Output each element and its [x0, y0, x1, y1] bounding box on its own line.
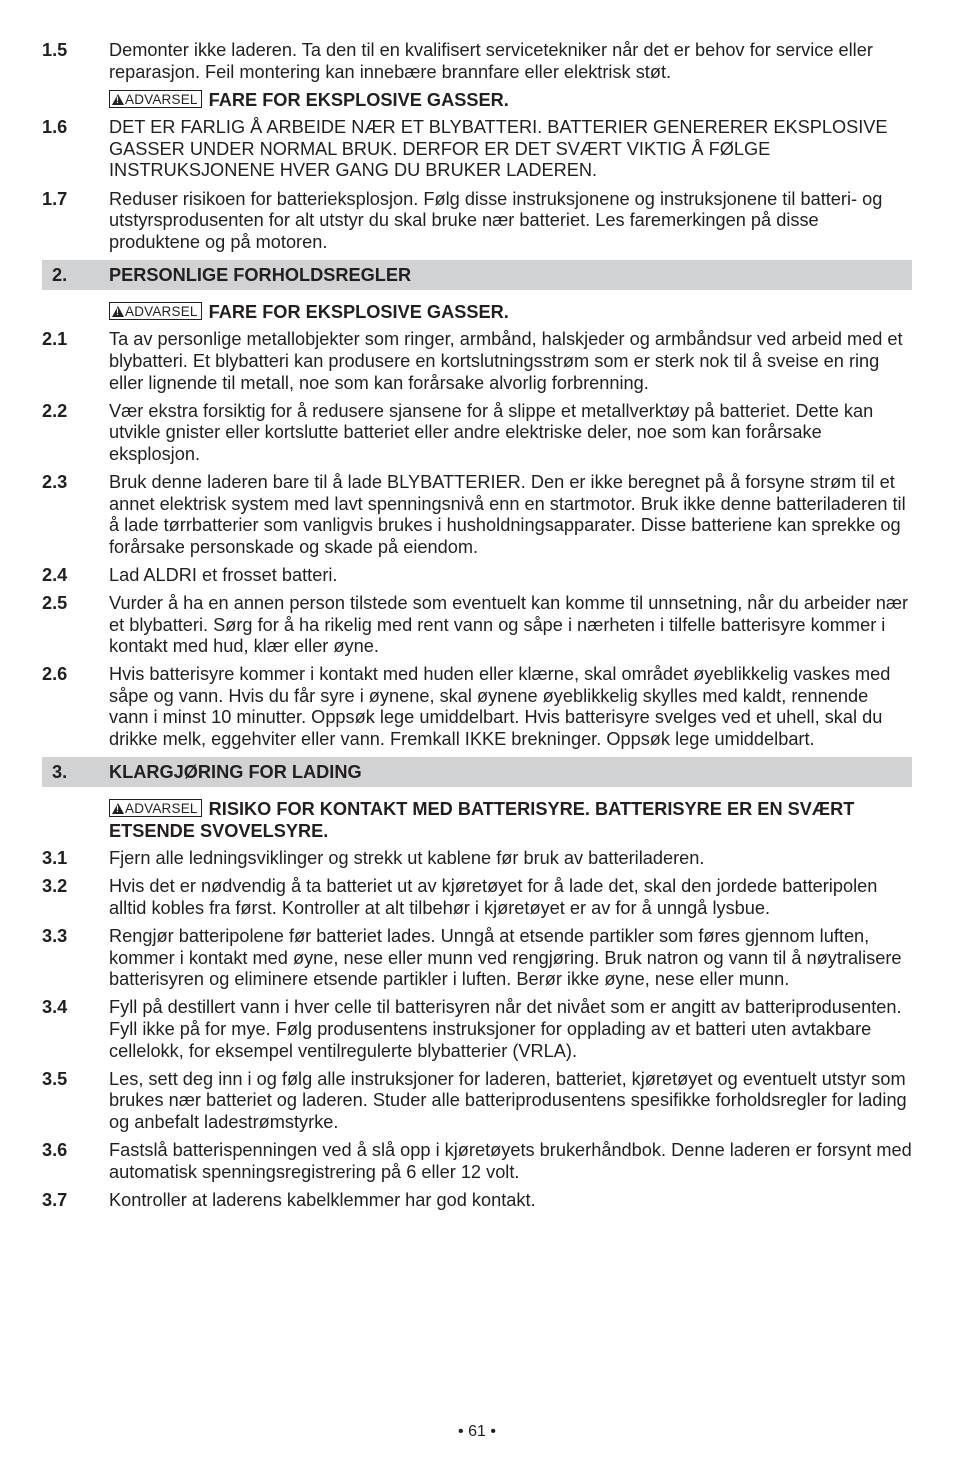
items-1-group: [42, 40, 912, 83]
list-item: [42, 876, 912, 919]
section-number: 2.: [52, 264, 68, 285]
document-body: [42, 40, 912, 1218]
warning-badge: !ADVARSEL: [109, 302, 202, 320]
item-text: Reduser risikoen for batterieksplosjon. Følg disse instruksjonene og instruksjonene til batteri- og utstyrsprodusenten for alt utstyr du skal bruke nær batteriet. Les faremerkingen på disse produktene og på motoren.: [109, 188, 883, 252]
list-item: [42, 40, 912, 83]
warning-text: FARE FOR EKSPLOSIVE GASSER.: [208, 89, 509, 110]
warning-badge: !ADVARSEL: [109, 799, 202, 817]
item-number: 3.7: [42, 1189, 68, 1210]
item-number: 1.7: [42, 188, 68, 209]
items-1b-group: [42, 117, 912, 253]
item-text: Vurder å ha en annen person tilstede som eventuelt kan komme til unnsetning, når du arbeider nær et blybatteri. Sørg for å ha rikelig med rent vann og såpe i nærheten i tilfelle batterisyre kommer i kontakt med hud, klær eller øyne.: [109, 592, 909, 657]
list-item: [42, 401, 912, 466]
item-number: 1.5: [42, 40, 68, 60]
list-item: [42, 1069, 912, 1134]
item-text: Bruk denne laderen bare til å lade BLYBATTERIER. Den er ikke beregnet på å forsyne strøm til et annet elektrisk system med lavt spenningsnivå enn en startmotor. Bruk ikke denne batteriladeren til å lade tørrbatterier som vanligvis brukes i husholdningsapparater. Disse batteriene kan sprekke og forårsake personskade og skade på eiendom.: [109, 472, 906, 557]
section-header: [42, 260, 912, 290]
warning-text: FARE FOR EKSPLOSIVE GASSER.: [208, 301, 509, 322]
section-title: PERSONLIGE FORHOLDSREGLER: [109, 264, 412, 285]
warning-row: [42, 302, 912, 324]
item-number: 2.2: [42, 400, 68, 421]
item-number: 3.3: [42, 926, 68, 947]
item-number: 3.4: [42, 997, 68, 1018]
warning-triangle-icon: [112, 306, 124, 317]
warning-badge: !ADVARSEL: [109, 90, 202, 108]
list-item: [42, 997, 912, 1062]
section-title: KLARGJØRING FOR LADING: [109, 762, 362, 783]
list-item: [42, 117, 912, 182]
warning-row: [42, 90, 912, 112]
list-item: [42, 848, 912, 870]
item-number: 3.5: [42, 1068, 68, 1089]
list-item: [42, 1140, 912, 1183]
section-number: 3.: [52, 762, 68, 783]
list-item: [42, 329, 912, 394]
list-item: [42, 664, 912, 750]
item-number: 3.2: [42, 876, 68, 897]
item-number: 1.6: [42, 117, 68, 138]
item-number: 2.1: [42, 329, 68, 350]
item-number: 3.6: [42, 1139, 68, 1160]
item-text: Fjern alle ledningsviklinger og strekk ut kablene før bruk av batteriladeren.: [109, 848, 705, 869]
item-text: Fastslå batterispenningen ved å slå opp i kjøretøyets brukerhåndbok. Denne laderen er forsynt med automatisk spenningsregistrering på 6 eller 12 volt.: [109, 1139, 912, 1182]
item-text: Vær ekstra forsiktig for å redusere sjansene for å slippe et metallverktøy på batteriet. Dette kan utvikle gnister eller kortslutte batteriet eller andre elektriske deler, noe som kan forårsake eksplosjon.: [109, 400, 874, 464]
item-text: Ta av personlige metallobjekter som ringer, armbånd, halskjeder og armbåndsur ved arbeid med et blybatteri. Et blybatteri kan produsere en kortslutningsstrøm som er sterk nok til å sveise en ring eller lignende til metall, noe som kan forårsake alvorlig forbrenning.: [109, 329, 903, 393]
item-text: Rengjør batteripolene før batteriet lades. Unngå at etsende partikler som føres gjennom luften, kommer i kontakt med øyne, nese eller munn ved rengjøring. Bruk natron og vann til å nøytralisere batterisyren og eliminere etsende partikler i luften. Berør ikke øyne, nese eller munn.: [109, 926, 902, 990]
items-2-group: [42, 329, 912, 750]
item-text: Demonter ikke laderen. Ta den til en kvalifisert servicetekniker når det er behov for service eller reparasjon. Feil montering kan innebære brannfare eller elektrisk støt.: [109, 40, 873, 82]
list-item: [42, 472, 912, 558]
item-number: 2.3: [42, 472, 68, 492]
item-text: Hvis batterisyre kommer i kontakt med huden eller klærne, skal området øyeblikkelig vaskes med såpe og vann. Hvis du får syre i øynene, skal øynene øyeblikkelig skylles med kaldt, rennende vann i minst 10 minutter. Oppsøk lege umiddelbart. Hvis batterisyre svelges ved et uhell, skal du drikke melk, eggehviter eller vann. Fremkall IKKE brekninger. Oppsøk lege umiddelbart.: [109, 664, 891, 750]
item-number: 2.5: [42, 592, 68, 613]
warning-triangle-icon: [112, 803, 124, 814]
item-number: 3.1: [42, 848, 68, 869]
list-item: [42, 593, 912, 658]
item-number: 2.6: [42, 664, 68, 685]
item-text: Hvis det er nødvendig å ta batteriet ut av kjøretøyet for å lade det, skal den jordede batteripolen alltid kobles fra først. Kontroller at alt tilbehør i kjøretøyet er av for å unngå lysbue.: [109, 876, 878, 918]
list-item: [42, 565, 912, 587]
section-header: [42, 757, 912, 787]
warning-text: RISIKO FOR KONTAKT MED BATTERISYRE. BATTERISYRE ER EN SVÆRT ETSENDE SVOVELSYRE.: [109, 799, 855, 841]
list-item: [42, 189, 912, 254]
warning-triangle-icon: [112, 94, 124, 105]
item-text: Fyll på destillert vann i hver celle til batterisyren når det nivået som er angitt av batteriprodusenten. Fyll ikke på for mye. Følg produsentens instruksjoner for opplading av et batteri uten avtakbare cellelokk, for eksempel ventilregulerte blybatterier (VRLA).: [109, 997, 902, 1061]
item-text: Kontroller at laderens kabelklemmer har god kontakt.: [109, 1189, 536, 1210]
item-number: 2.4: [42, 564, 68, 585]
item-text: DET ER FARLIG Å ARBEIDE NÆR ET BLYBATTERI. BATTERIER GENERERER EKSPLOSIVE GASSER UNDER NORMAL BRUK. DERFOR ER DET SVÆRT VIKTIG Å FØLGE INSTRUKSJONENE HVER GANG DU BRUKER LADEREN.: [109, 117, 888, 181]
warning-row: [42, 799, 912, 842]
item-text: Les, sett deg inn i og følg alle instruksjoner for laderen, batteriet, kjøretøyet og eventuelt utstyr som brukes nær batteriet og laderen. Studer alle batteriprodusentens spesifikke forholdsregler for lading og anbefalt ladestrømstyrke.: [109, 1068, 907, 1132]
list-item: [42, 926, 912, 991]
item-text: Lad ALDRI et frosset batteri.: [109, 564, 338, 585]
list-item: [42, 1190, 912, 1212]
items-3-group: [42, 848, 912, 1211]
page-number: • 61 •: [458, 1423, 496, 1440]
